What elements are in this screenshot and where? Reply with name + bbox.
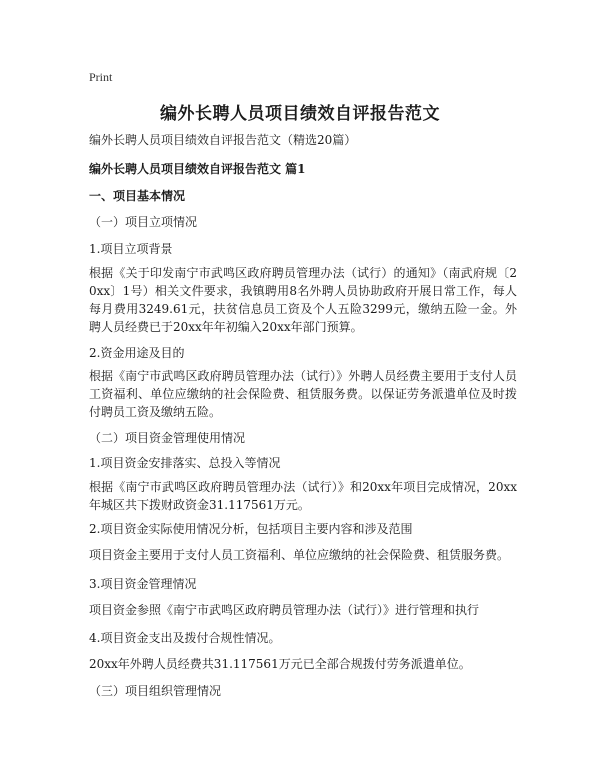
- item-heading-fund-usage: 2.项目资金实际使用情况分析，包括项目主要内容和涉及范围: [89, 522, 413, 536]
- paragraph-fund-compliance: 20xx年外聘人员经费共31.117561万元已全部合规拨付劳务派遣单位。: [89, 657, 471, 671]
- paragraph-fund-usage: 项目资金主要用于支付人员工资福利、单位应缴纳的社会保险费、租赁服务费。: [89, 548, 510, 562]
- subsection-heading-fund-management: （二）项目资金管理使用情况: [89, 431, 246, 445]
- section-heading-basic-info: 一、项目基本情况: [89, 189, 186, 203]
- item-heading-fund-compliance: 4.项目资金支出及拨付合规性情况。: [89, 631, 281, 645]
- item-heading-fund-control: 3.项目资金管理情况: [89, 577, 197, 591]
- item-heading-background: 1.项目立项背景: [89, 242, 173, 256]
- paragraph-fund-control: 项目资金参照《南宁市武鸣区政府聘员管理办法（试行）》进行管理和执行: [89, 603, 480, 617]
- document-subtitle: 编外长聘人员项目绩效自评报告范文（精选20篇）: [89, 133, 357, 147]
- subsection-heading-project-approval: （一）项目立项情况: [89, 215, 198, 229]
- item-heading-fund-purpose: 2.资金用途及目的: [89, 346, 185, 360]
- print-label: Print: [89, 70, 113, 84]
- item-heading-fund-arrangement: 1.项目资金安排落实、总投入等情况: [89, 456, 281, 470]
- paragraph-background: 根据《关于印发南宁市武鸣区政府聘员管理办法（试行）的通知》（南武府规〔20xx〕1号）相关文件要求，我镇聘用8名外聘人员协助政府开展日常工作，每人每月费用3249.61元，扶贫信息员工资及个人五险3299元，缴纳五险一金。外聘人员经费已于20xx年年初编入20xx年部门预算。: [89, 266, 517, 334]
- paragraph-fund-purpose: 根据《南宁市武鸣区政府聘员管理办法（试行）》外聘人员经费主要用于支付人员工资福利、单位应缴纳的社会保险费、租赁服务费。以保证劳务派遣单位及时拨付聘员工资及缴纳五险。: [89, 369, 517, 419]
- document-title: 编外长聘人员项目绩效自评报告范文: [160, 104, 440, 124]
- paragraph-fund-arrangement: 根据《南宁市武鸣区政府聘员管理办法（试行）》和20xx年项目完成情况，20xx年城区共下拨财政资金31.117561万元。: [89, 480, 517, 512]
- subsection-heading-organization: （三）项目组织管理情况: [89, 684, 222, 698]
- article-heading: 编外长聘人员项目绩效自评报告范文 篇1: [89, 162, 306, 176]
